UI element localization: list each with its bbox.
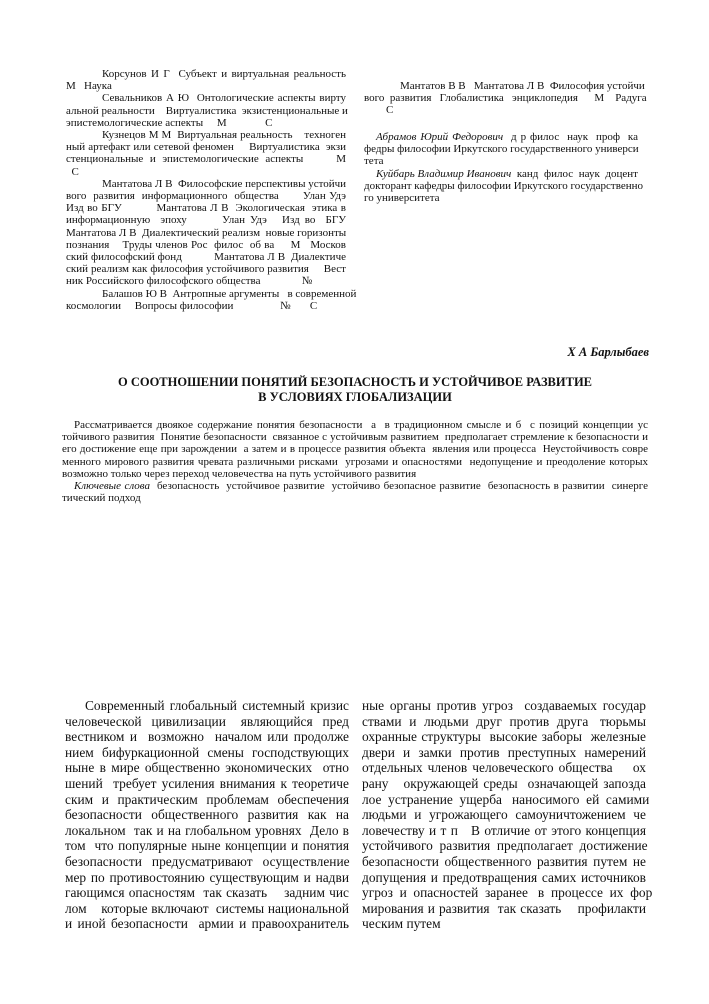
- body-line: человеческой цивилизации являющийся пред: [65, 713, 349, 729]
- reference-line: Севальников А Ю Онтологические аспекты вирту: [102, 92, 346, 105]
- abstract-line: тойчивого развития Понятие безопасности связанное с устойчивым развитием предполагает стремление к безопасности и: [62, 431, 648, 444]
- body-line: безопасности общественного развития путем не: [362, 853, 646, 869]
- reference-line: альной реальности Виртуалистика экзистенциональные и: [66, 104, 348, 117]
- reference-line: ский философский фонд Мантатова Л В Диалектиче: [66, 251, 346, 264]
- author-note-text: д р филос наук проф ка: [503, 131, 638, 143]
- reference-line: Корсунов И Г Субъект и виртуальная реальность: [102, 68, 346, 80]
- reference-line: стенциональные и эпистемологические аспекты М: [66, 153, 346, 166]
- reference-line: Мантатов В В Мантатова Л В Философия устойчи: [400, 80, 645, 92]
- reference-line: С: [66, 165, 79, 178]
- body-line: ствами и людьми друг против друга тюрьмы: [362, 713, 646, 729]
- keywords-label: Ключевые слова: [74, 480, 150, 493]
- author-note-line: федры философии Иркутского государственного универси: [364, 143, 639, 156]
- reference-line: эпистемологические аспекты М С: [66, 116, 273, 129]
- abstract-line: его достижение еще при зарождении а затем и в процессе развития объекта явления или процесса Неустойчивость совре: [62, 443, 648, 456]
- body-line: локальном так и на глобальном уровнях Дело в: [65, 822, 349, 838]
- body-line: ческим путем: [362, 916, 441, 932]
- reference-line: М Наука: [66, 80, 112, 93]
- author-note-line: [364, 168, 638, 180]
- reference-line: Мантатова Л В Философские перспективы устойчи: [102, 177, 347, 190]
- body-line: том что популярные ныне концепции и понятия: [65, 838, 349, 854]
- body-line: двери и замки против преступных намерений: [362, 744, 646, 760]
- references-left: [66, 68, 357, 312]
- body-line: мер по противостоянию существующим и надви: [65, 869, 349, 885]
- body-line: устойчивого развития предполагает достижение: [362, 838, 648, 854]
- reference-line: познания Труды членов Рос филос об ва М Москов: [66, 238, 346, 251]
- body-line: безопасности предусматривают осуществление: [65, 853, 350, 869]
- reference-line: Кузнецов М М Виртуальная реальность техноген: [102, 129, 346, 142]
- title-line-2: В УСЛОВИЯХ ГЛОБАЛИЗАЦИИ: [258, 390, 452, 404]
- article-author: Х А Барлыбаев: [567, 345, 649, 359]
- body-line: ским и практическим проблемам обеспечения: [65, 791, 349, 807]
- body-line: ныне в мире общественно экономических отно: [65, 760, 349, 776]
- body-column-right: [362, 698, 653, 932]
- reference-line: ник Российского философского общества №: [66, 275, 313, 288]
- body-line: Современный глобальный системный кризис: [85, 698, 349, 713]
- body-line: шений требует усиления внимания к теоретиче: [65, 775, 349, 791]
- reference-line: ный артефакт или сетевой феномен Виртуалистика экзи: [66, 141, 346, 154]
- author-note-line: [364, 131, 638, 143]
- reference-line: космологии Вопросы философии № С: [66, 299, 318, 312]
- body-line: безопасности общественного развития как на: [65, 807, 349, 823]
- reference-line: Мантатова Л В Диалектический реализм новые горизонты: [66, 226, 347, 239]
- abstract-line: менного мирового развития чревата различными рисками угрозами и опасностями недопущение и преодоление которых: [62, 455, 648, 468]
- body-line: угроз и опасностей заранее в процессе их фор: [362, 885, 653, 901]
- body-line: вестником и возможно началом или продолже: [65, 729, 349, 745]
- references-right: [364, 80, 647, 117]
- body-line: мирования и развития так сказать профилакти: [362, 900, 646, 916]
- abstract-line: возможно только через переход человечества на путь устойчивого развития: [62, 467, 417, 480]
- body-line: отдельных членов человеческого общества ох: [362, 760, 646, 776]
- body-line: и иной безопасности армии и правоохранитель: [65, 916, 349, 932]
- reference-line: вого развития информационного общества Улан Удэ: [66, 190, 346, 203]
- abstract-line: Рассматривается двоякое содержание понятия безопасности а в традиционном смысле и б с позиций концепции ус: [74, 419, 648, 431]
- abstract: [62, 419, 648, 504]
- article-title: [60, 375, 650, 405]
- body-line: людьми и угрожающего самоуничтожением че: [362, 807, 646, 823]
- author-note-line: го университета: [364, 192, 440, 205]
- body-line: лое устранение ущерба наносимого ей самими: [362, 791, 650, 807]
- author-notes: [364, 131, 643, 205]
- body-line: ловечеству и т п В отличие от этого концепция: [362, 822, 646, 838]
- body-line: охранные структуры высокие заборы железные: [362, 729, 646, 745]
- body-line: лом которые включают системы национальной: [65, 900, 349, 916]
- keywords-text: безопасность устойчивое развитие устойчиво безопасное развитие безопасность в развитии синерге: [149, 480, 648, 493]
- reference-line: С: [364, 104, 394, 117]
- reference-line: ский реализм как философия устойчивого развития Вест: [66, 263, 346, 276]
- author-note-line: докторант кафедры философии Иркутского государственно: [364, 179, 643, 192]
- body-column-left: [65, 698, 349, 932]
- author-note-line: тета: [364, 155, 384, 168]
- author-note-name: Куйбарь Владимир Иванович: [376, 167, 512, 180]
- author-note-text: канд филос наук доцент: [511, 167, 638, 180]
- body-line: нием бифуркационной смены господствующих: [65, 744, 349, 760]
- author-note-name: Абрамов Юрий Федорович: [376, 131, 504, 143]
- body-line: ные органы против угроз создаваемых государ: [362, 698, 646, 713]
- reference-line: Балашов Ю В Антропные аргументы в современной: [102, 287, 357, 300]
- keywords-line: тический подход: [62, 492, 141, 505]
- body-line: рану окружающей среды означающей запозда: [362, 775, 646, 791]
- reference-line: информационную эпоху Улан Удэ Изд во БГУ: [66, 214, 346, 227]
- body-line: допущения и предотвращения самих источников: [362, 869, 646, 885]
- title-line-1: О СООТНОШЕНИИ ПОНЯТИЙ БЕЗОПАСНОСТЬ И УСТОЙЧИВОЕ РАЗВИТИЕ: [117, 375, 593, 389]
- body-line: гающимся опасностям так сказать задним чис: [65, 885, 349, 901]
- keywords-line: [62, 480, 648, 492]
- reference-line: вого развития Глобалистика энциклопедия М Радуга: [364, 92, 647, 105]
- reference-line: Изд во БГУ Мантатова Л В Экологическая этика в: [66, 202, 346, 215]
